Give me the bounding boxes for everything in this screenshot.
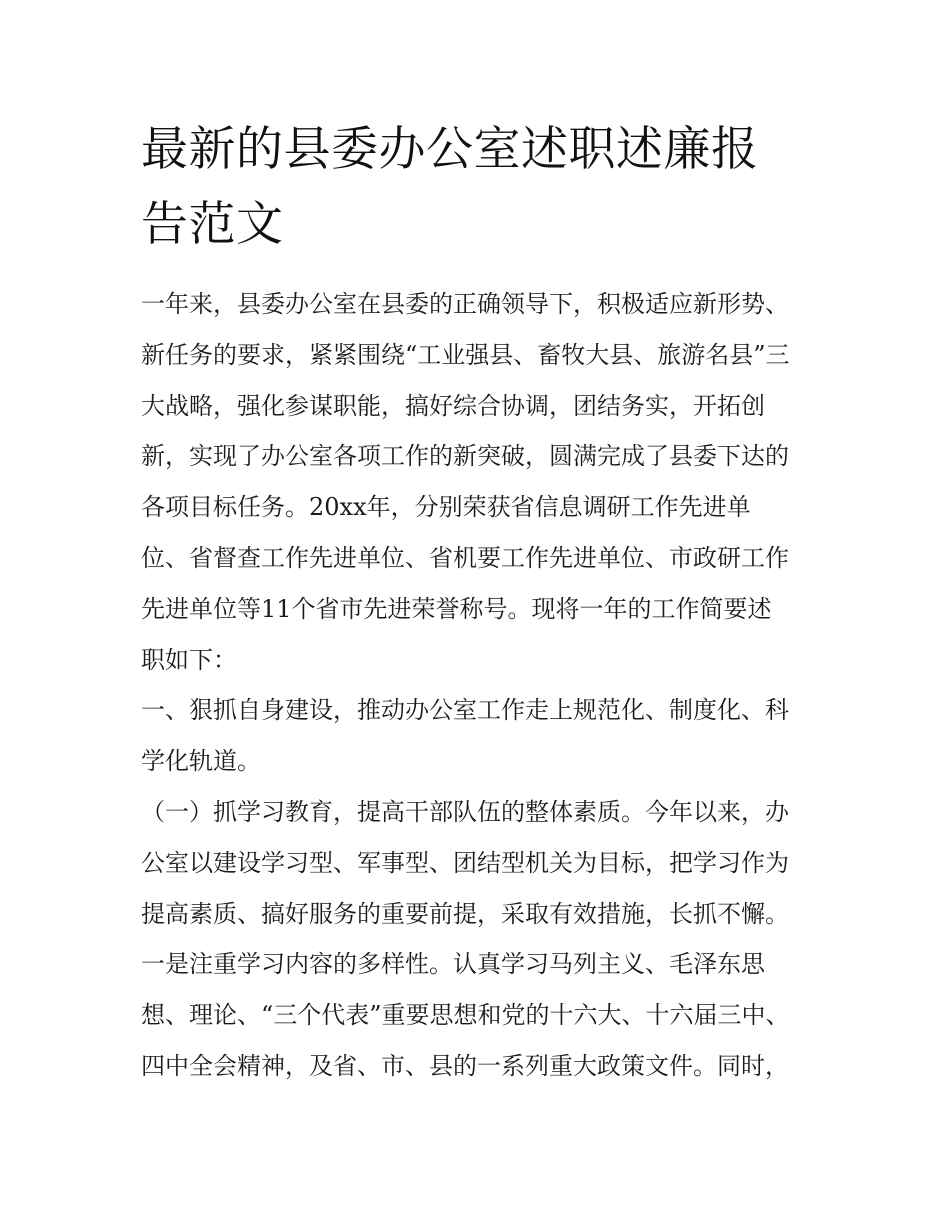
document-content [141,112,813,1092]
document-body [141,279,813,1092]
text-line: 新任务的要求，紧紧围绕“工业强县、畜牧大县、旅游名县”三 [141,340,790,369]
text-line: 一、狠抓自身建设，推动办公室工作走上规范化、制度化、科 [141,696,789,725]
text-line: （一）抓学习教育，提高干部队伍的整体素质。今年以来，办 [141,797,789,826]
text-line: 大战略，强化参谋职能，搞好综合协调，团结务实，开拓创 [141,391,765,420]
text-line: 四中全会精神，及省、市、县的一系列重大政策文件。同时， [141,1051,789,1080]
title-line: 最新的县委办公室述职述廉报 [141,122,759,177]
section-heading-1 [141,685,813,787]
text-line: 各项目标任务。20xx年，分别荣获省信息调研工作先进单 [141,493,751,522]
text-line: 职如下： [141,645,237,674]
document-title [141,112,813,262]
text-line: 位、省督查工作先进单位、省机要工作先进单位、市政研工作 [141,543,789,572]
text-line: 新，实现了办公室各项工作的新突破，圆满完成了县委下达的 [141,442,789,471]
text-line: 公室以建设学习型、军事型、团结型机关为目标，把学习作为 [141,848,789,877]
paragraph-study [141,787,813,1092]
text-line: 先进单位等11个省市先进荣誉称号。现将一年的工作简要述 [141,594,772,623]
text-line: 提高素质、搞好服务的重要前提，采取有效措施，长抓不懈。 [141,899,789,928]
title-line: 告范文 [141,197,284,252]
paragraph-intro [141,279,813,685]
text-line: 想、理论、“三个代表”重要思想和党的十六大、十六届三中、 [141,1001,790,1030]
text-line: 学化轨道。 [141,747,261,776]
text-line: 一是注重学习内容的多样性。认真学习马列主义、毛泽东思 [141,950,765,979]
text-line: 一年来，县委办公室在县委的正确领导下，积极适应新形势、 [141,290,789,318]
